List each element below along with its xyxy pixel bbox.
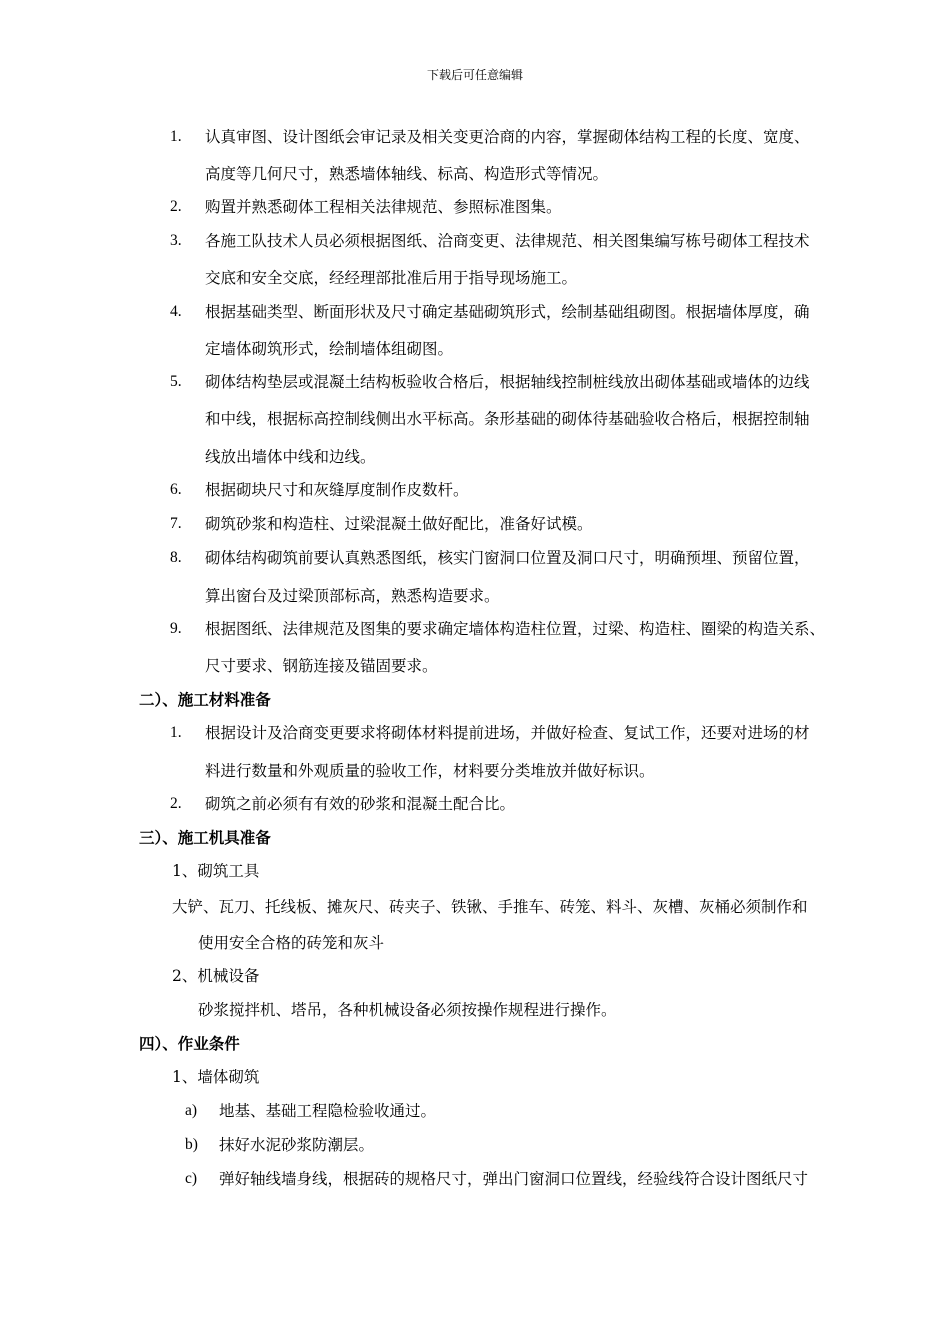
paragraph-line: 使用安全合格的砖笼和灰斗 (198, 934, 385, 952)
list-item-text: 定墙体砌筑形式，绘制墙体组砌图。 (205, 340, 454, 358)
list-item-text: 地基、基础工程隐检验收通过。 (219, 1102, 437, 1120)
list-item-text: 根据砌块尺寸和灰缝厚度制作皮数杆。 (205, 481, 469, 499)
list-number: 8. (170, 549, 182, 566)
list-item-text: 料进行数量和外观质量的验收工作，材料要分类堆放并做好标识。 (205, 762, 655, 780)
list-number: 9. (170, 620, 182, 637)
list-label: c) (185, 1170, 198, 1187)
list-item-text: 认真审图、设计图纸会审记录及相关变更洽商的内容，掌握砌体结构工程的长度、宽度、 (205, 128, 810, 146)
list-number: 5. (170, 373, 182, 390)
subsection-title: 2、机械设备 (172, 967, 260, 985)
list-item-text: 交底和安全交底，经经理部批准后用于指导现场施工。 (205, 269, 578, 287)
section-heading: 三）、施工机具准备 (139, 828, 271, 847)
page-header: 下载后可任意编辑 (426, 68, 523, 82)
list-item-text: 算出窗台及过梁顶部标高，熟悉构造要求。 (205, 587, 500, 605)
paragraph-line: 砂浆搅拌机、塔吊，各种机械设备必须按操作规程进行操作。 (198, 1001, 617, 1019)
list-label: b) (185, 1136, 198, 1153)
list-item-text: 和中线，根据标高控制线侧出水平标高。条形基础的砌体待基础验收合格后，根据控制轴 (205, 410, 810, 428)
list-number: 7. (170, 515, 182, 532)
paragraph-line: 大铲、瓦刀、托线板、摊灰尺、砖夹子、铁锹、手推车、砖笼、料斗、灰槽、灰桶必须制作和 (172, 898, 808, 916)
list-item-text: 弹好轴线墙身线，根据砖的规格尺寸，弹出门窗洞口位置线，经验线符合设计图纸尺寸 (219, 1170, 809, 1188)
list-label: a) (185, 1102, 198, 1119)
subsection-title: 1、砌筑工具 (172, 862, 260, 880)
list-number: 2. (170, 198, 182, 215)
list-item-text: 线放出墙体中线和边线。 (205, 448, 376, 466)
list-item-text: 根据基础类型、断面形状及尺寸确定基础砌筑形式，绘制基础组砌图。根据墙体厚度，确 (205, 303, 810, 321)
list-item-text: 砌体结构砌筑前要认真熟悉图纸，核实门窗洞口位置及洞口尺寸，明确预埋、预留位置， (205, 549, 810, 567)
list-item-text: 抹好水泥砂浆防潮层。 (219, 1136, 375, 1154)
list-item-text: 高度等几何尺寸，熟悉墙体轴线、标高、构造形式等情况。 (205, 165, 609, 183)
list-item-text: 根据设计及洽商变更要求将砌体材料提前进场，并做好检查、复试工作，还要对进场的材 (205, 724, 810, 742)
list-number: 4. (170, 303, 182, 320)
section-heading: 二）、施工材料准备 (139, 690, 271, 709)
subsection-title: 1、墙体砌筑 (172, 1068, 260, 1086)
section-heading: 四）、作业条件 (139, 1034, 240, 1053)
list-item-text: 购置并熟悉砌体工程相关法律规范、参照标准图集。 (205, 198, 562, 216)
list-item-text: 根据图纸、法律规范及图集的要求确定墙体构造柱位置，过梁、构造柱、圈梁的构造关系、 (205, 620, 826, 638)
list-item-text: 砌筑之前必须有有效的砂浆和混凝土配合比。 (205, 795, 516, 813)
list-number: 1. (170, 128, 182, 145)
list-number: 6. (170, 481, 182, 498)
list-number: 2. (170, 795, 182, 812)
list-item-text: 砌体结构垫层或混凝土结构板验收合格后，根据轴线控制桩线放出砌体基础或墙体的边线 (205, 373, 810, 391)
list-number: 3. (170, 232, 182, 249)
list-item-text: 尺寸要求、钢筋连接及锚固要求。 (205, 657, 438, 675)
list-item-text: 砌筑砂浆和构造柱、过梁混凝土做好配比，准备好试模。 (205, 515, 593, 533)
list-item-text: 各施工队技术人员必须根据图纸、洽商变更、法律规范、相关图集编写栋号砌体工程技术 (205, 232, 810, 250)
list-number: 1. (170, 724, 182, 741)
